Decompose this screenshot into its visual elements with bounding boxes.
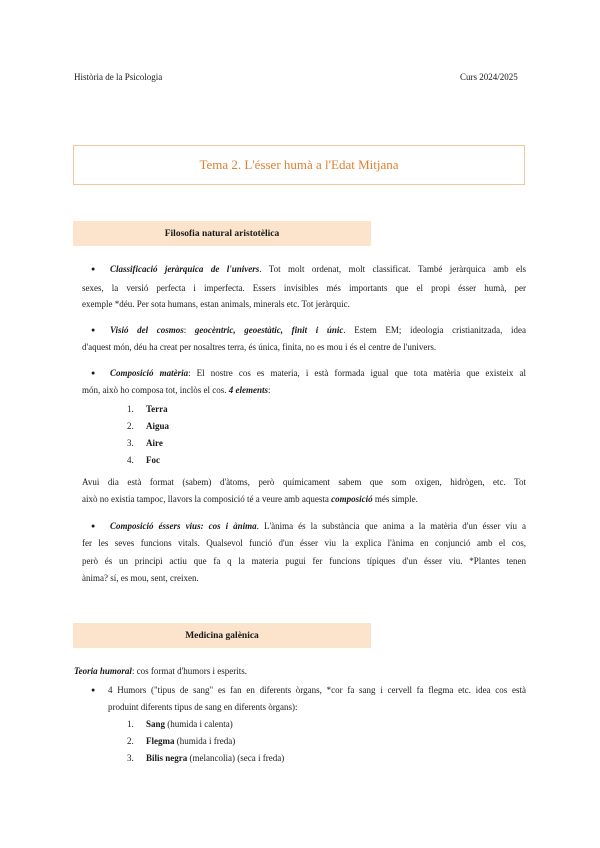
paragraph-line: fer les seves funcions vitals. Qualsevol funció d'un ésser viu la explica l'ànima en conjunció amb el cos,: [82, 538, 526, 548]
section-heading-galenic: Medicina galènica: [73, 623, 371, 648]
text: . Tot molt ordenat, molt classificat. També jeràrquica amb els: [259, 264, 527, 274]
text: . L'ànima és la substància que anima a la matèria d'un ésser viu a: [256, 521, 526, 531]
list-item: Aigua: [146, 421, 170, 431]
text: (melancolia) (seca i freda): [187, 753, 285, 763]
text: :: [267, 385, 271, 395]
term-bold: Sang: [146, 719, 166, 729]
term-bold: 4 elements: [228, 385, 268, 395]
list-item: [146, 736, 235, 747]
term-bold: Composició matèria: [110, 368, 189, 378]
list-item: [146, 719, 233, 730]
paragraph-line: [110, 521, 526, 532]
paragraph-line: però és un principi actiu que fa q la materia pugui fer funcions típiques d'un ésser viu. *Plantes tenen: [82, 556, 526, 566]
header-course-name: Història de la Psicologia: [74, 72, 163, 82]
paragraph-line: d'aquest món, déu ha creat per nosaltres terra, és única, finita, no es mou i és el centre de l'univers.: [82, 342, 437, 352]
title-box: [73, 145, 525, 185]
list-number: 4.: [127, 455, 134, 465]
text: :: [183, 325, 195, 335]
text: això no existia tampoc, llavors la composició té a veure amb aquesta: [82, 494, 332, 504]
list-number: 3.: [127, 438, 134, 448]
term-bold: Visió del cosmos: [110, 325, 184, 335]
list-number: 3.: [127, 753, 134, 763]
list-number: 2.: [127, 421, 134, 431]
text: . Estem EM; ideologia cristianitzada, idea: [343, 325, 526, 335]
list-number: 2.: [127, 736, 134, 746]
term-bold: Teoria humoral: [74, 666, 132, 676]
term-bold: composició: [331, 494, 373, 504]
paragraph-line: 4 Humors ("tipus de sang" es fan en diferents òrgans, *cor fa sang i cervell fa flegma etc. idea cos està: [108, 685, 526, 695]
text: món, això ho composa tot, inclòs el cos.: [82, 385, 229, 395]
page-title: Tema 2. L'ésser humà a l'Edat Mitjana: [199, 157, 399, 172]
bullet-icon: ●: [91, 265, 96, 273]
paragraph-line: ànima? sí, es mou, sent, creixen.: [82, 573, 199, 583]
term-bold: Classificació jeràrquica de l'univers: [110, 264, 260, 274]
bullet-icon: ●: [91, 522, 96, 530]
list-item: Aire: [146, 438, 163, 448]
paragraph-line: [110, 325, 526, 336]
text: : El nostre cos es materia, i està formada igual que tota matèria que existeix al: [188, 368, 527, 378]
section-heading-aristotelian: Filosofia natural aristotèlica: [73, 221, 371, 246]
paragraph-line: [110, 264, 526, 275]
paragraph-line: produint diferents tipus de sang en diferents òrgans):: [108, 702, 298, 712]
paragraph-line: [82, 385, 271, 396]
list-number: 1.: [127, 719, 134, 729]
list-number: 1.: [127, 404, 134, 414]
term-bold: Flegma: [146, 736, 175, 746]
term-bold: geocèntric, geoestàtic, finit i únic: [194, 325, 344, 335]
paragraph-line: sexes, la versió perfecta i imperfecta. Essers invisibles més importants que el propi ésser humà, per: [82, 283, 526, 293]
term-bold: Bilis negra: [146, 753, 188, 763]
text: (humida i freda): [174, 736, 236, 746]
bullet-icon: ●: [91, 686, 96, 694]
text: : cos format d'humors i esperits.: [131, 666, 248, 676]
header-year: Curs 2024/2025: [460, 72, 518, 82]
paragraph-line: exemple *déu. Per sota humans, estan animals, minerals etc. Tot jeràrquic.: [82, 299, 350, 309]
text: més simple.: [372, 494, 418, 504]
text: (humida i calenta): [165, 719, 233, 729]
list-item: Terra: [146, 404, 168, 414]
list-item: Foc: [146, 455, 160, 465]
term-bold: Composició éssers vius: cos i ànima: [110, 521, 257, 531]
bullet-icon: ●: [91, 326, 96, 334]
bullet-icon: ●: [91, 369, 96, 377]
paragraph-line: Avui dia està format (sabem) d'àtoms, però químicament sabem que som oxigen, hidrògen, etc. Tot: [82, 477, 526, 487]
paragraph-line: [74, 666, 247, 677]
list-item: [146, 753, 284, 764]
paragraph-line: [82, 494, 418, 505]
paragraph-line: [110, 368, 526, 379]
